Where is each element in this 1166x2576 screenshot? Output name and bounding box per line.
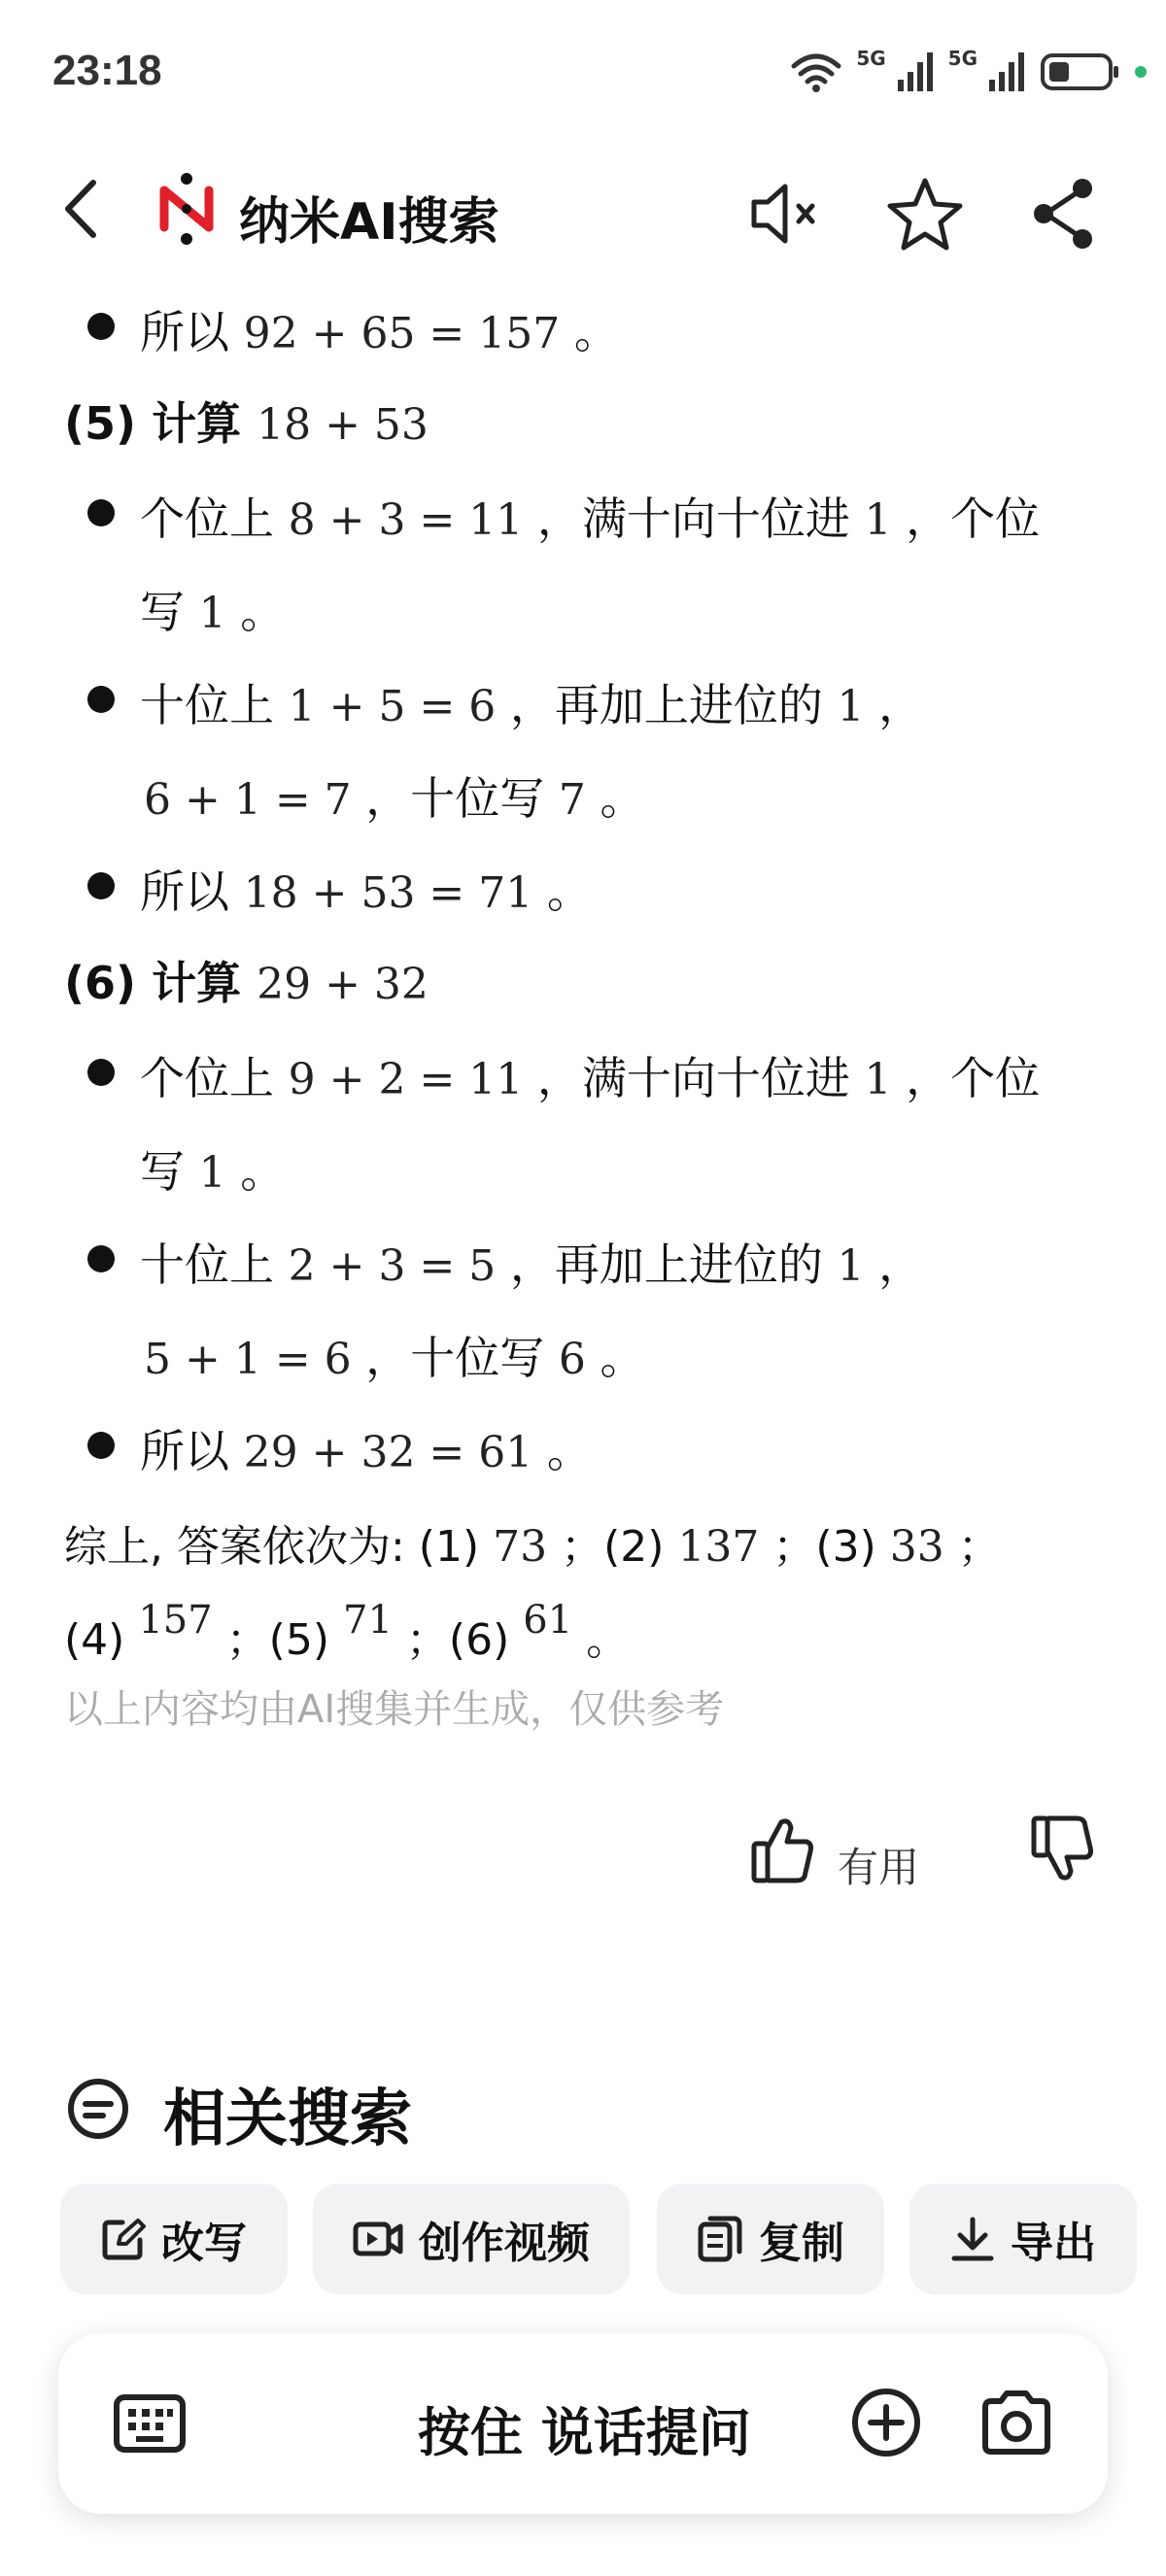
text: ，十位写 [365, 772, 545, 825]
answer-line [140, 577, 285, 641]
math: 1 + 5 = 6 [288, 682, 497, 731]
text: (4) [64, 1615, 125, 1665]
hold-to-talk-button[interactable]: 按住 说话提问 [418, 2402, 751, 2463]
signal-icon-1 [896, 51, 935, 93]
bullet [87, 1432, 115, 1459]
step-heading-6 [64, 948, 429, 1012]
answer-line [144, 763, 645, 828]
related-search-icon [66, 2077, 130, 2141]
math: 6 [558, 1335, 586, 1384]
rewrite-button[interactable] [60, 2184, 288, 2294]
math: 5 + 1 = 6 [144, 1335, 352, 1384]
text: 。 [600, 1332, 645, 1384]
text: 十位上 [140, 1238, 274, 1291]
text: ，个位 [906, 492, 1041, 545]
text: 所以 [140, 306, 229, 358]
text: (6) 计算 [64, 957, 242, 1009]
net-label-2: 5G [947, 47, 977, 70]
answer-line [140, 297, 619, 361]
voice-input-bar [58, 2333, 1108, 2514]
math: 1 [837, 1241, 865, 1291]
text: ，满十向十位进 [536, 1052, 850, 1104]
text: 。 [586, 1615, 630, 1665]
back-icon[interactable] [54, 177, 113, 241]
math: 1 [864, 1055, 892, 1104]
copy-icon [697, 2215, 743, 2263]
text: ； [957, 1522, 1001, 1572]
keyboard-icon[interactable] [113, 2388, 187, 2459]
answer-line [140, 484, 1040, 548]
export-button[interactable] [909, 2184, 1137, 2294]
text: 。 [573, 306, 619, 358]
bullet [87, 872, 115, 899]
math: 33 [889, 1522, 944, 1572]
math: 18 + 53 = 71 [243, 868, 533, 918]
status-icons [790, 43, 1147, 101]
math: 1 [198, 1148, 226, 1198]
math: 1 [198, 589, 226, 638]
text: 。 [240, 586, 286, 638]
text: 个位上 [140, 1052, 274, 1104]
text: ，再加上进位的 [509, 1238, 823, 1291]
video-icon [353, 2217, 403, 2261]
ai-disclaimer: 以上内容均由AI搜集并生成，仅供参考 [64, 1687, 725, 1732]
top-app-bar [0, 155, 1166, 262]
copy-button[interactable] [657, 2184, 884, 2294]
text: 综上, 答案依次为: (1) [64, 1522, 480, 1572]
text: 写 [140, 586, 185, 638]
text: 。 [240, 1145, 286, 1198]
math: 61 [523, 1598, 573, 1643]
app-title: 纳米AI搜索 [239, 193, 499, 252]
bullet [87, 1059, 115, 1086]
related-search-title: 相关搜索 [163, 2084, 412, 2155]
bullet [87, 499, 115, 526]
text: ， [878, 1238, 924, 1291]
download-icon [950, 2216, 995, 2262]
text: ；(6) [405, 1615, 510, 1665]
text: 。 [546, 1425, 592, 1477]
math: 29 + 32 [257, 960, 429, 1009]
math: 157 [138, 1598, 213, 1643]
net-label-1: 5G [856, 47, 886, 70]
text: ，十位写 [365, 1332, 545, 1384]
math: 6 + 1 = 7 [144, 775, 352, 825]
create-video-button[interactable] [313, 2184, 630, 2294]
math: 29 + 32 = 61 [243, 1428, 533, 1477]
app-logo [151, 173, 223, 245]
text: ， [878, 679, 924, 731]
answer-line [144, 1323, 645, 1387]
share-icon[interactable] [1024, 175, 1102, 253]
mute-icon[interactable] [746, 175, 824, 253]
summary-line [64, 1511, 1001, 1574]
status-dot [1135, 66, 1147, 78]
copy-label: 复制 [759, 2219, 844, 2268]
text: 。 [600, 772, 645, 825]
math: 1 [837, 682, 865, 731]
wifi-icon [790, 51, 842, 93]
text: 所以 [140, 1425, 229, 1477]
answer-line [140, 1416, 592, 1480]
text: 所以 [140, 865, 229, 918]
text: ，个位 [906, 1052, 1041, 1104]
math: 2 + 3 = 5 [288, 1241, 497, 1291]
text: (5) 计算 [64, 397, 242, 450]
text: 写 [140, 1145, 185, 1198]
text: ；(2) [561, 1522, 665, 1572]
camera-icon[interactable] [979, 2386, 1053, 2459]
summary-line [64, 1598, 630, 1667]
math: 92 + 65 = 157 [243, 309, 561, 358]
bullet [87, 313, 115, 340]
edit-icon [101, 2217, 146, 2261]
bullet [87, 1245, 115, 1272]
status-bar [0, 0, 1166, 146]
text: ；(3) [772, 1522, 876, 1572]
math: 9 + 2 = 11 [288, 1055, 524, 1104]
answer-line [140, 857, 592, 921]
answer-line [140, 1136, 285, 1201]
signal-icon-2 [987, 51, 1026, 93]
thumbs-down-icon[interactable] [1030, 1814, 1094, 1884]
rewrite-label: 改写 [161, 2219, 247, 2268]
text: ，再加上进位的 [509, 679, 823, 731]
math: 73 [493, 1522, 548, 1572]
math: 71 [343, 1598, 393, 1643]
math: 137 [677, 1522, 760, 1572]
answer-line [140, 1043, 1040, 1107]
text: 十位上 [140, 679, 274, 731]
text: ，满十向十位进 [536, 492, 850, 545]
math: 1 [864, 495, 892, 545]
status-time: 23:18 [52, 47, 162, 94]
answer-line [140, 1230, 923, 1294]
export-label: 导出 [1011, 2219, 1096, 2268]
math: 18 + 53 [257, 400, 429, 450]
bullet [87, 686, 115, 713]
useful-label[interactable]: 有用 [838, 1844, 920, 1891]
step-heading-5 [64, 389, 429, 453]
math: 7 [558, 775, 586, 825]
add-icon[interactable] [849, 2386, 923, 2459]
star-icon[interactable] [886, 175, 964, 253]
battery-icon [1040, 51, 1121, 93]
thumbs-up-icon[interactable] [750, 1814, 814, 1884]
text: 个位上 [140, 492, 274, 545]
text: ；(5) [225, 1615, 330, 1665]
math: 8 + 3 = 11 [288, 495, 524, 545]
answer-line [140, 670, 923, 734]
text: 。 [546, 865, 592, 918]
create-video-label: 创作视频 [419, 2219, 590, 2268]
